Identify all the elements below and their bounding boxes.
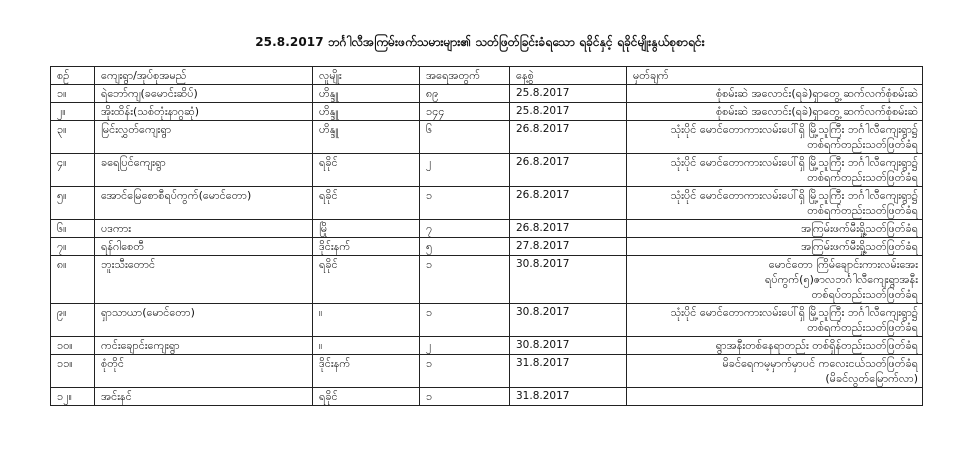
remarks-line: ရွာအနီးတစ်နေရာတည်း တစ်ရှိန်တည်းသတ်ဖြတ်ခံရ <box>715 339 918 352</box>
header-number: စဉ် <box>51 67 95 85</box>
row-remarks <box>627 337 923 355</box>
table-row <box>51 256 923 304</box>
row-village: စုံတိုင် <box>95 355 313 388</box>
row-remarks <box>627 388 923 406</box>
row-race: ဒိုင်းနက် <box>313 355 420 388</box>
header-date: နေ့စွဲ <box>510 67 627 85</box>
remarks-line: မောင်တော ကြိမ်ချောင်းကားလမ်းအေး <box>768 258 918 271</box>
row-race: ဟိန္ဒူ <box>313 103 420 121</box>
table-row <box>51 355 923 388</box>
row-number: ၁၂။ <box>51 388 95 406</box>
row-count: ၇ <box>420 220 510 238</box>
row-remarks <box>627 154 923 187</box>
table-row <box>51 220 923 238</box>
row-number: ၅။ <box>51 187 95 220</box>
row-count: ၁ <box>420 388 510 406</box>
row-count: ၁၄၄ <box>420 103 510 121</box>
remarks-line: (မိခင်လွတ်မြောက်လာ) <box>825 372 918 385</box>
row-remarks <box>627 85 923 103</box>
row-village: အိုးထိန်း(သစ်တုံးနာဂွဆုံ) <box>95 103 313 121</box>
row-village: ဘူးသီးတောင် <box>95 256 313 304</box>
row-race: ရခိုင် <box>313 154 420 187</box>
table-row <box>51 187 923 220</box>
row-village: အင်းနင် <box>95 388 313 406</box>
row-race: ရခိုင် <box>313 187 420 220</box>
row-race: မြို <box>313 220 420 238</box>
row-number: ၄။ <box>51 154 95 187</box>
row-count: ၁ <box>420 304 510 337</box>
row-number: ၁၁။ <box>51 355 95 388</box>
row-date: 25.8.2017 <box>510 103 627 121</box>
table-row <box>51 238 923 256</box>
remarks-line: အကြမ်းဖက်မီးရှို့သတ်ဖြတ်ခံရ <box>801 240 918 253</box>
remarks-line: တစ်ရက်တည်းသတ်ဖြတ်ခံရ <box>807 171 918 184</box>
remarks-line: စုံစမ်းဆဲ အလောင်း(ရခဲ)ရှာတွေ့ ဆက်လက်စုံစမ်းဆဲ <box>715 105 918 118</box>
row-date: 26.8.2017 <box>510 220 627 238</box>
remarks-line: တစ်ရက်တည်းသတ်ဖြတ်ခံရ <box>807 204 918 217</box>
row-number: ၆။ <box>51 220 95 238</box>
row-date: 27.8.2017 <box>510 238 627 256</box>
row-count: ၈၉ <box>420 85 510 103</box>
row-village: မြင်းလွှတ်ကျေးရွာ <box>95 121 313 154</box>
row-number: ၈။ <box>51 256 95 304</box>
row-race: ရခိုင် <box>313 256 420 304</box>
row-race: ဟိန္ဒူ <box>313 121 420 154</box>
table-row <box>51 388 923 406</box>
row-village: ရဲဘော်ကျ(ခမောင်းဆိပ်) <box>95 85 313 103</box>
row-count: ၂ <box>420 154 510 187</box>
row-date: 31.8.2017 <box>510 388 627 406</box>
row-date: 30.8.2017 <box>510 337 627 355</box>
row-count: ၁ <box>420 187 510 220</box>
row-count: ၆ <box>420 121 510 154</box>
remarks-line: မိခင်ရေကမ့မှာက်မှာပင် ကလေးငယ်သတ်ဖြတ်ခံရ <box>722 357 918 370</box>
row-date: 26.8.2017 <box>510 121 627 154</box>
table-row <box>51 103 923 121</box>
header-race: လူမျိုး <box>313 67 420 85</box>
casualty-table <box>50 66 923 406</box>
row-remarks <box>627 187 923 220</box>
document-title: 25.8.2017 ဘင်္ဂါလီအကြမ်းဖက်သမားများ၏ သတ်ဖြတ်ခြင်းခံရသော ရခိုင်နှင့် ရခိုင်မျိုးနွယ်စုစာရင်း <box>255 35 705 49</box>
row-remarks <box>627 355 923 388</box>
row-remarks <box>627 121 923 154</box>
row-race: ဟိန္ဒူ <box>313 85 420 103</box>
row-date: 31.8.2017 <box>510 355 627 388</box>
row-village: ရန်ဂါစေတီ <box>95 238 313 256</box>
remarks-line: တစ်ရက်တည်းသတ်ဖြတ်ခံရ <box>807 138 918 151</box>
header-count: အရေအတွက် <box>420 67 510 85</box>
remarks-line: သုံးပိုင် မောင်တောကားလမ်းပေါ်ရှိ မြို့သူကြီး ဘင်္ဂါလီကျေးရွာ၌ <box>670 189 918 202</box>
row-date: 25.8.2017 <box>510 85 627 103</box>
row-count: ၁ <box>420 256 510 304</box>
row-number: ၁။ <box>51 85 95 103</box>
table-row <box>51 121 923 154</box>
remarks-line: ရပ်ကွက်(၅)ဇာလဘင်္ဂါလီကျေးရွာအနီး <box>765 273 918 286</box>
row-remarks <box>627 256 923 304</box>
row-village: ခရေပြင်ကျေးရွာ <box>95 154 313 187</box>
remarks-line: သုံးပိုင် မောင်တောကားလမ်းပေါ်ရှိ မြို့သူကြီး ဘင်္ဂါလီကျေးရွာ၌ <box>670 306 918 319</box>
row-number: ၇။ <box>51 238 95 256</box>
row-village: ကင်းချောင်းကျေးရွာ <box>95 337 313 355</box>
remarks-line: တစ်ရပ်တည်းသတ်ဖြတ်ခံရ <box>811 288 918 301</box>
remarks-line: အကြမ်းဖက်မီးရှို့သတ်ဖြတ်ခံရ <box>801 222 918 235</box>
table-row <box>51 154 923 187</box>
row-number: ၁၀။ <box>51 337 95 355</box>
row-remarks <box>627 304 923 337</box>
row-race: ။ <box>313 304 420 337</box>
remarks-line: စုံစမ်းဆဲ အလောင်း(ရခဲ)ရှာတွေ့ ဆက်လက်စုံစမ်းဆဲ <box>715 87 918 100</box>
row-remarks <box>627 103 923 121</box>
row-count: ၁ <box>420 355 510 388</box>
remarks-line: တစ်ရက်တည်းသတ်ဖြတ်ခံရ <box>807 321 918 334</box>
remarks-line: သုံးပိုင် မောင်တောကားလမ်းပေါ်ရှိ မြို့သူကြီး ဘင်္ဂါလီကျေးရွာ၌ <box>670 156 918 169</box>
row-count: ၂ <box>420 337 510 355</box>
header-remarks: မှတ်ချက် <box>627 67 923 85</box>
row-race: ဒိုင်းနက် <box>313 238 420 256</box>
table-body <box>51 85 923 406</box>
remarks-line: သုံးပိုင် မောင်တောကားလမ်းပေါ်ရှိ မြို့သူကြီး ဘင်္ဂါလီကျေးရွာ၌ <box>670 123 918 136</box>
table-header-row <box>51 67 923 85</box>
header-village: ကျေးရွာ/အုပ်စုအမည် <box>95 67 313 85</box>
table-row <box>51 337 923 355</box>
row-race: ရခိုင် <box>313 388 420 406</box>
row-date: 30.8.2017 <box>510 304 627 337</box>
row-village: ရှာသာယာ(မောင်တော) <box>95 304 313 337</box>
row-date: 30.8.2017 <box>510 256 627 304</box>
row-date: 26.8.2017 <box>510 154 627 187</box>
row-village: ပဒကား <box>95 220 313 238</box>
row-remarks <box>627 238 923 256</box>
row-village: အောင်မြေစောစီရပ်ကွက်(မောင်တော) <box>95 187 313 220</box>
row-number: ၉။ <box>51 304 95 337</box>
row-number: ၃။ <box>51 121 95 154</box>
table-row <box>51 85 923 103</box>
row-date: 26.8.2017 <box>510 187 627 220</box>
row-count: ၅ <box>420 238 510 256</box>
row-race: ။ <box>313 337 420 355</box>
row-remarks <box>627 220 923 238</box>
row-number: ၂။ <box>51 103 95 121</box>
table-row <box>51 304 923 337</box>
